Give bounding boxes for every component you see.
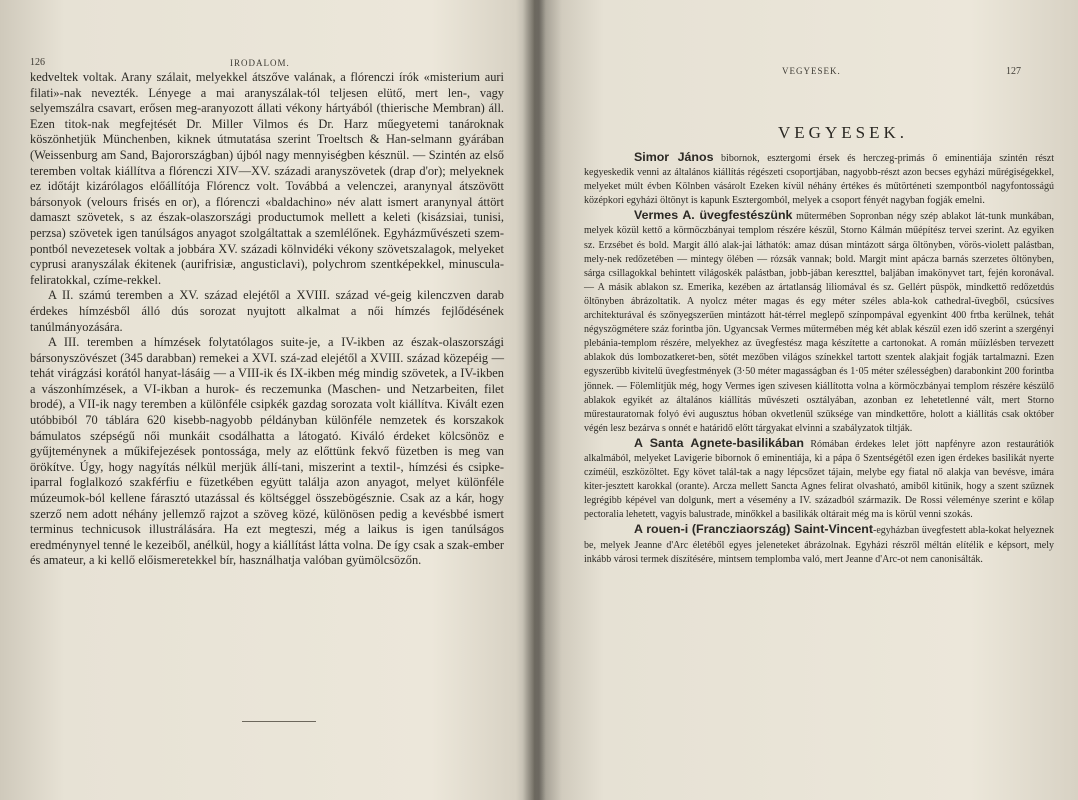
news-item — [584, 436, 1054, 523]
section-title: VEGYESEK. — [778, 123, 908, 142]
left-body-text — [30, 70, 504, 569]
item-lead: A rouen-i (Francziaország) Saint-Vincent — [634, 522, 873, 537]
end-rule — [242, 721, 316, 722]
right-running-head: VEGYESEK. — [782, 66, 841, 76]
right-body-text — [584, 150, 1054, 567]
news-item — [584, 150, 1054, 208]
paragraph: A II. számú teremben a XV. század elejétől a XVIII. század vé-geig kilenczven darab érdekes hímzésből álló dús sorozat nyujtott alkalmat a női hímzés fejlődésének tanúlmányozására. — [30, 288, 504, 334]
item-text: Rómában érdekes lelet jött napfényre azon restaurátiók alkalmából, melyeket Lavigerie bibornok ő eminentiája, ki a pápa ő Szentségétől ezen igen érdekes basilikát nyerte czíméül, eszközöltet. Egy követ talál-tak a nagy lépcsőzet tájain, melybe egy fiatal nő alakja van bevésve, imára kiter-jesztett karokkal (orante). Arcza mellett Sancta Agnes felirat olvasható, amiből kitűnik, hogy a szent szűznek legrégibb képével van dolgunk, mert a vésemény a IV. századból származik. De Rossi véleménye szerint e kőlap pectoralia lehetett, vagyis balustrade, minőkkel a basilikák oltárait még ma is körül venni szokás. — [584, 438, 1055, 521]
item-text: -egyházban üvegfestett abla-kokat helyeznek be, melyek Jeanne d'Arc életéből egyes jeleneteket ábrázolnak. Egyházi részről méltán elítélik e képsort, mely inkább városi termek díszítésére, mintsem templomba való, mert Jeanne d'Arc-ot nem canonisálták. — [584, 525, 1054, 565]
right-page — [548, 0, 1078, 800]
news-item — [584, 208, 1054, 436]
book-gutter — [516, 0, 562, 800]
left-page-number: 126 — [30, 57, 45, 68]
left-page — [0, 0, 532, 800]
news-item — [584, 522, 1054, 566]
item-lead: A Santa Agnete-basilikában — [634, 435, 804, 450]
left-running-head: IRODALOM. — [230, 58, 290, 68]
paragraph: kedveltek voltak. Arany szálait, melyekkel átszőve valának, a flórenczi írók «misterium auri filati»-nak nevezték. Lényege a mai aranyszálak-tól teljesen elütő, mert len-, vagy selyemszálra csavart, erősen meg-aranyozott állati vékony hártyából (thierische Membran) áll. Ezen titok-nak megfejtését Dr. Miller Vilmos és Dr. Harz műegyetemi tanároknak köszönhetjük Münchenben, kiknek útmutatása szerint Troeltsch & Han-selmann gyárában (Weissenburg am Sand, Bajorországban) újból nagy mennyiségben késznül. — Szintén az első teremben voltak kiállítva a flórenczi XIV—XV. századi aranyszövetek (drap d'or); melyeknek ez időtájt kizárólagos előállítója Flórencz volt. Továbbá a velenczei, aranynyal átszövött bársonyok (velours frisés en or), a flórenczi «baldachino» név alatt ismert aranynyal áttört damaszt szövetek, s az észak-olaszországi productumok mellett a keleti (kisázsiai, tunisi, perzsa) szövetek igen tanúlságos anyagot szolgáltattak a szemlélőnek. Egyházművészeti szem-pontból nevezetesek voltak a jobbára XV. századi kölnvidéki vékony szövetszalagok, melyeket cyprusi aranyszálak ékitenek (aurifrisiæ, angusticlavi), polychrom szentképekkel, minuscula-feliratokkal, czíme-rekkel. — [30, 70, 504, 287]
item-lead: Simor János — [634, 150, 714, 164]
paragraph: A III. teremben a hímzések folytatólagos suite-je, a IV-ikben az észak-olaszországi bársonyszövészet (345 darabban) remekei a XVI. szá-zad elejétől a XVIII. század közepéig — tehát virágzási korától hanyat-lásáig — a VIII-ik és IX-ikben még mindig szövetek, a IV-ikben a vászonhímzések, a VI-ikban a hurok- és reczemunka (Maschen- und Netzarbeiten, filet brodé), a VII-ik nagy teremben a különféle csipkék gazdag sorozata volt kiállítva. Kivált ezen utóbbiból 70 táblára 620 kisebb-nagyobb példányban különféle nemzetek és korszakok bámulatos szépségű női munkáit csodálhatta a látogató. Kiváló érdeket kölcsönöz e gyűjteménynek a műkifejezések pontossága, mely az előttünk fekvő füzetben is meg van örökítve. Úgy, hogy nagyítás nélkül merjük állí-tani, miszerint a textil-, hímzési és csipke-iparral foglalkozó szakférfiu e füzetkében együtt találja azon anyagot, melyet különféle múzeumok-ból kellene fárasztó utazással és költséggel összebögésznie. Csak az a kár, hogy szerző nem adott néhány jellemző rajzot a szöveg közé, különösen pedig a kevésbbé ismert terminus technicusok illustrálására. Ha ezt megteszi, még a laikus is igen tanúlságos eredménynyel tenné le kezeiből, anélkül, hogy a kiállítást látta volna. De így csak a szak-ember és amateur, a ki kellő előismeretekkel bír, használhatja valóban gyümölcsözőn. — [30, 335, 504, 568]
item-lead: Vermes A. üvegfestészünk — [634, 208, 793, 223]
right-page-number: 127 — [1006, 66, 1021, 77]
item-text: műtermében Sopronban négy szép ablakot lát-tunk munkában, melyek közül kettő a körmöczbányai templom részére készül, Storno Kálmán műépítész tervei szerint. Az egyiken sz. Erzsébet és bold. Margit álló alak-jai láthatók: amaz dúsan mintázott sárga öltönyben, vörös-violett palástban, mely-nek redőzetében — mintegy ölében — rózsák vannak; bold. Margit mint apácza barnás szerzetes öltönyben, sárga csillagokkal behintett világoskék palástban, jobb-jában kereszttel, baljában imakönyvet tart, fején koronával. — A másik ablakon sz. Emerika, kezében az ártatlanság liliomával és sz. Gellért püspök, mindkettő redőzetdús öltönyben ábrázoltatik. A nyolcz méter magas és egy méter széles abla-kok cathedral-üvegből, csúcsíves architekturával és szőnyegszerűen mintázott hát-térrel meglepő színpompával egyenkint 400 frtba kerülnek, tehát négyszögmétere száz forintba jön. Ugyancsak Vermes műtermében még két ablak készül ezen idő szerint a szergényi plebánia-templom részére, melyekhez az üvegfestész maga készítette a cartonokat. A román műízlésben tervezett ablakok dús lombozatkeret-ben, sötét mezőben világos színekkel tartott szentek alakjait fogják tartalmazni. Ezen egyszerűbb kivitelű üvegfestmények (3·50 méter magasságban és 1·05 méter szélességben) darabonkint 200 forintba jönnek. — Fölemlítjük még, hogy Vermes igen szivesen kiállította volna a körmöczbányai templom részére készülő ablakok egyikét az általános kiállítás művészeti osztályában, azonban ez lehetetlenné vált, mert Storno műrestauratornak folyó évi augusztus hóban okvetlenül szüksége van mindkettőre, holott a kiállítás csak október végén lesz bezárva s onnét e határidő előtt tárgyakat elvinni a szabályzatok tiltják. — [584, 211, 1054, 434]
item-text: bibornok, esztergomi érsek és herczeg-primás ő eminentiája szintén részt kegyeskedik venni az általános kiállítás régészeti csoportjában, nagyobb-részt azon becses egyházi műrégiségekkel, melyeket múlt évben Kölnben vásárolt Ezeken kívül néhány értékes és műtörténeti szempontból nagyfontosságú középkori egyházi öltönyt is kapunk Esztergomból, melyek a csoport fényét nagyban fogják emelni. — [584, 153, 1054, 207]
